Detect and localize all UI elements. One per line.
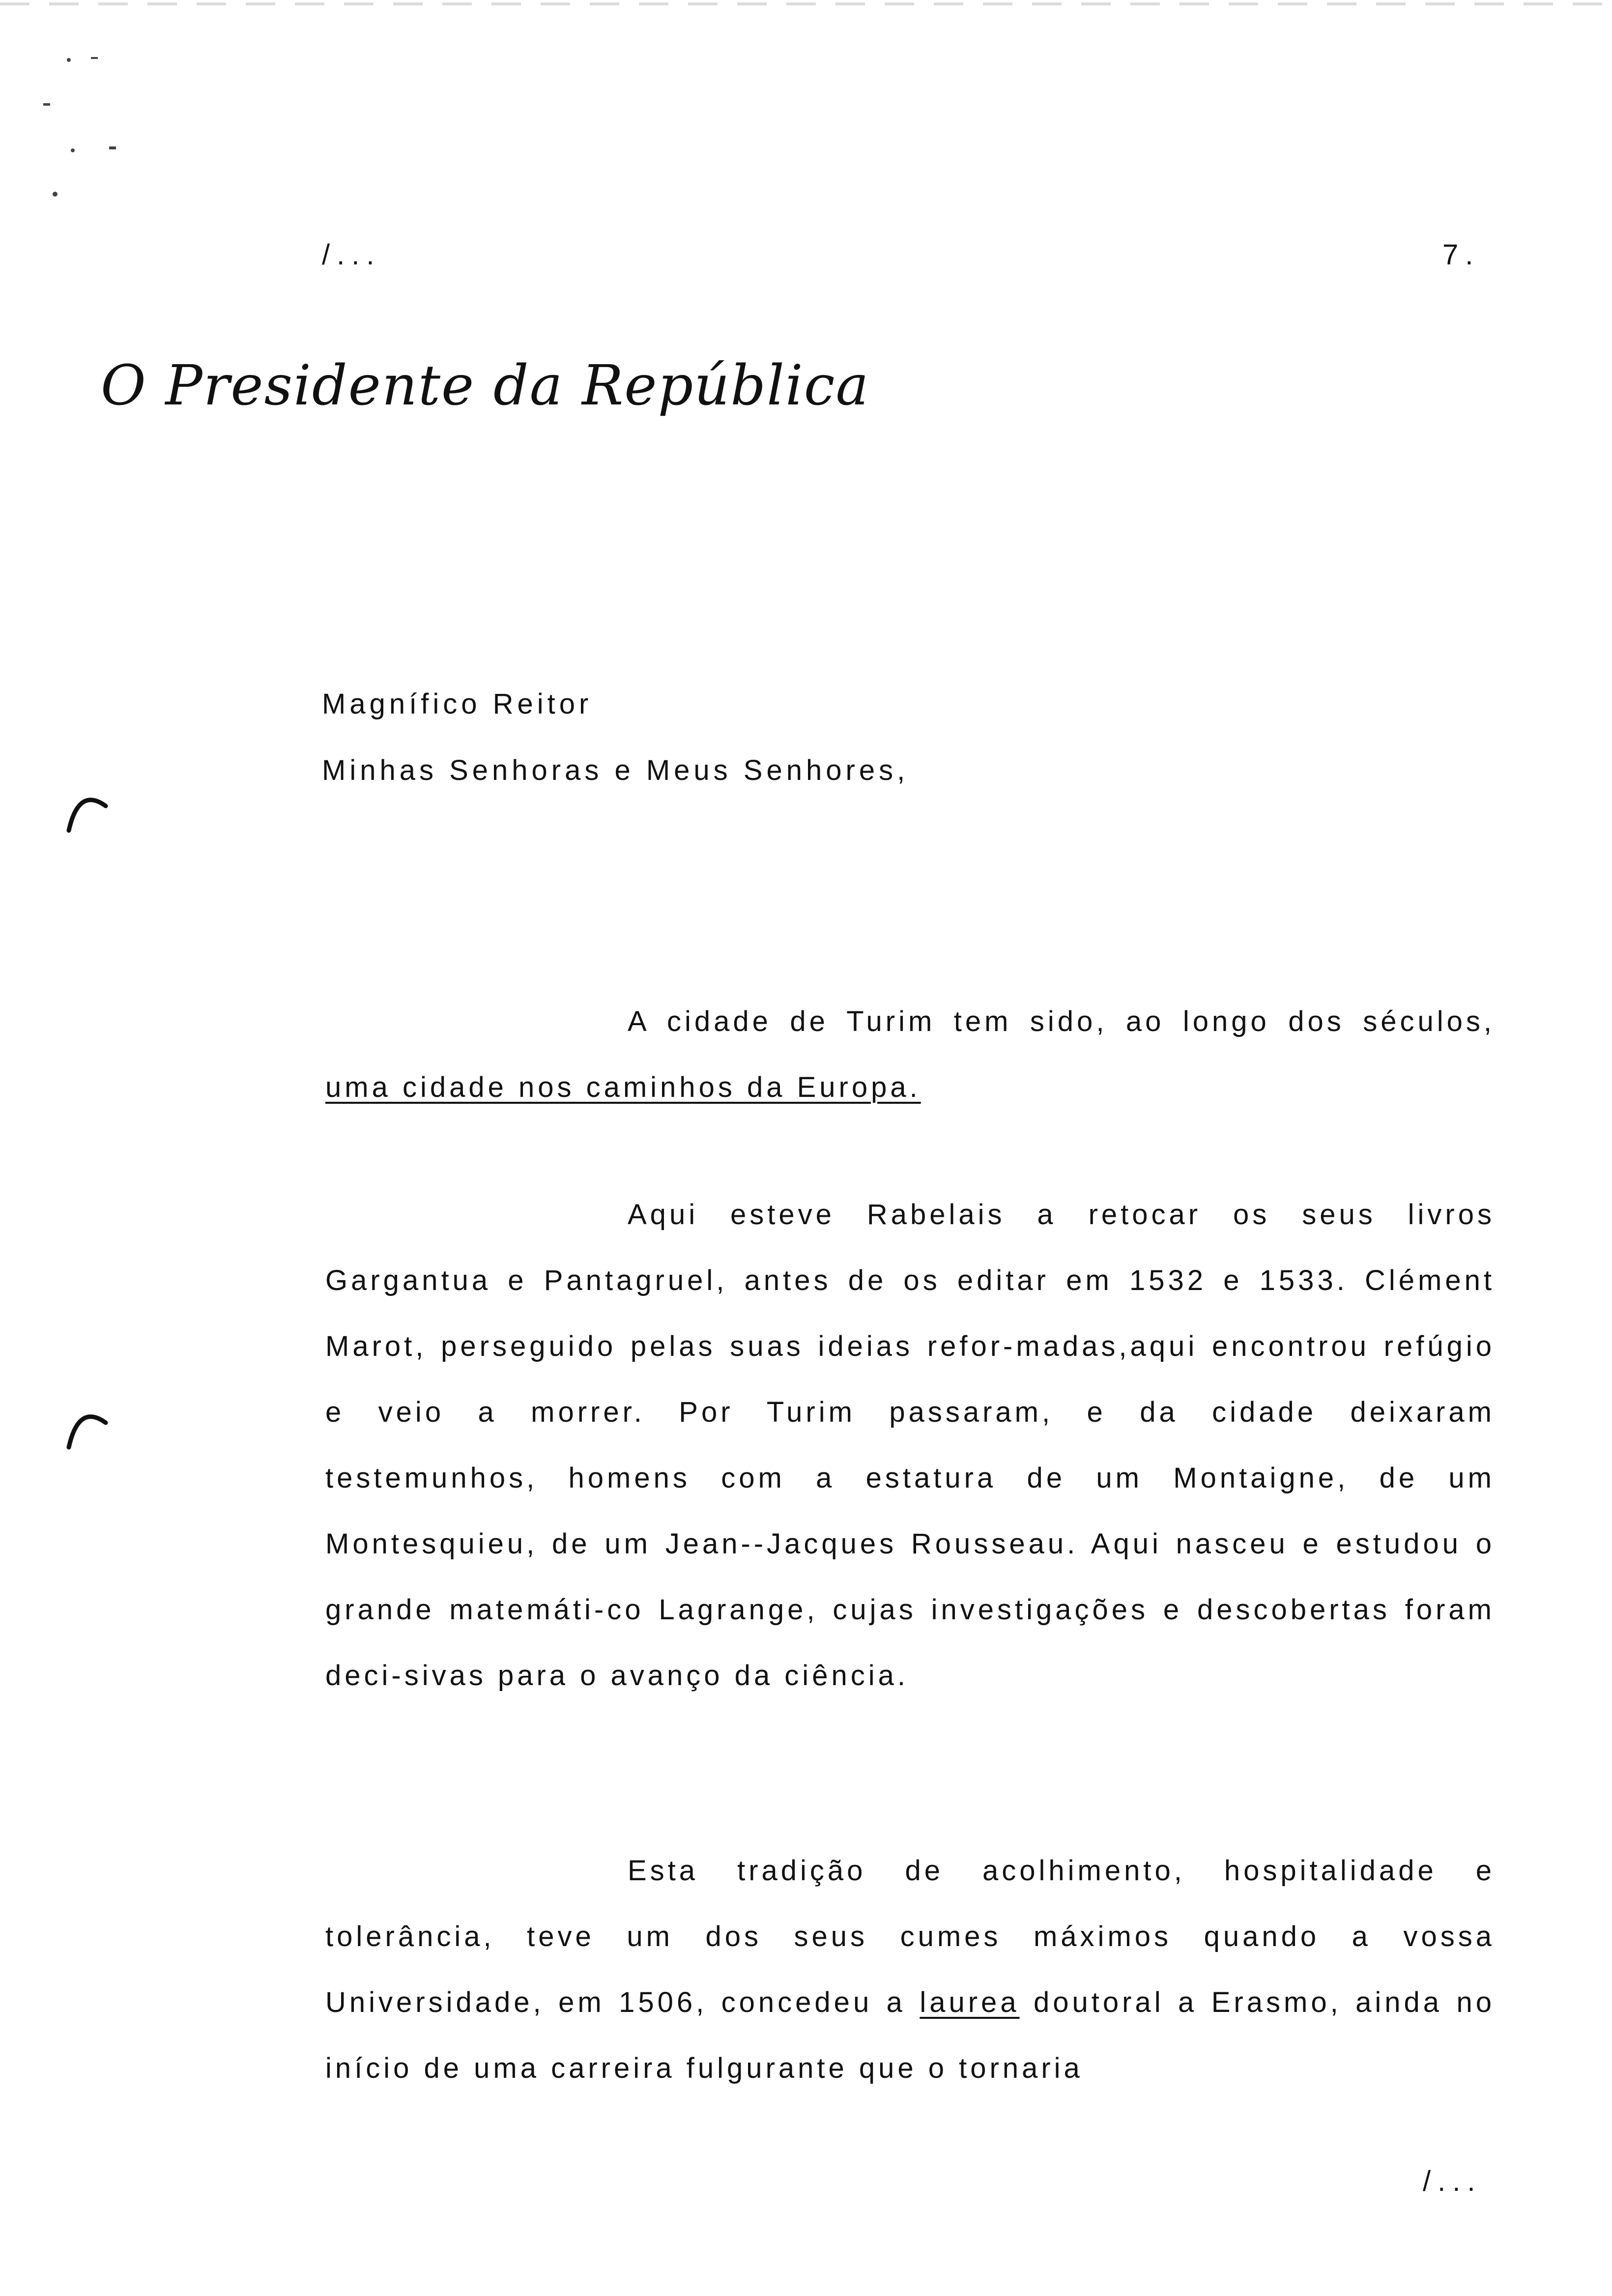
scan-speck — [43, 103, 50, 106]
paragraph-turin-europe — [325, 989, 1495, 1120]
scan-speck — [67, 58, 71, 62]
salutation-line-audience: Minhas Senhoras e Meus Senhores, — [322, 754, 909, 786]
paragraph-3-text-start: Esta tradição de acolhimento, hospitalidade e tolerância, teve um dos seus cumes máximos quando a vossa Universidade, em 1506, concedeu a — [325, 1855, 1495, 2018]
page-number: 7. — [1442, 239, 1480, 271]
letterhead-title: O Presidente da República — [101, 354, 870, 418]
punch-hole-mark-lower — [69, 1417, 106, 1447]
continuation-marker-bottom: /... — [1423, 2165, 1482, 2197]
salutation — [322, 671, 909, 804]
punch-hole-mark-upper — [69, 800, 106, 831]
continuation-marker-top: /... — [322, 239, 381, 271]
scan-speck — [109, 146, 116, 149]
scan-speck — [71, 148, 75, 152]
paragraph-1-text: A cidade de Turim tem sido, ao longo dos séculos, — [628, 1005, 1495, 1037]
paragraph-3-underlined: laurea — [920, 1986, 1020, 2018]
paragraph-1-underlined: uma cidade nos caminhos da Europa. — [325, 1071, 921, 1103]
paragraph-rabelais: Aqui esteve Rabelais a retocar os seus livros Gargantua e Pantagruel, antes de os editar em 1532 e 1533. Clément Marot, perseguido pelas suas ideias refor-madas,aqui encontrou refúgio e veio a morrer. Por Turim passaram, e da cidade deixaram testemunhos, homens com a estatura de um Montaigne, de um Montesquieu, de um Jean--Jacques Rousseau. Aqui nasceu e estudou o grande matemáti-co Lagrange, cujas investigações e descobertas foram deci-sivas para o avanço da ciência. — [325, 1199, 1495, 1692]
paragraph-erasmus — [325, 1838, 1495, 2101]
scan-speck — [53, 192, 58, 197]
salutation-line-rector: Magnífico Reitor — [322, 688, 593, 720]
scan-speck — [91, 57, 98, 59]
paragraph-3-text-end: doutoral a Erasmo, ainda no início de uma carreira fulgurante que o tornaria — [325, 1986, 1495, 2084]
